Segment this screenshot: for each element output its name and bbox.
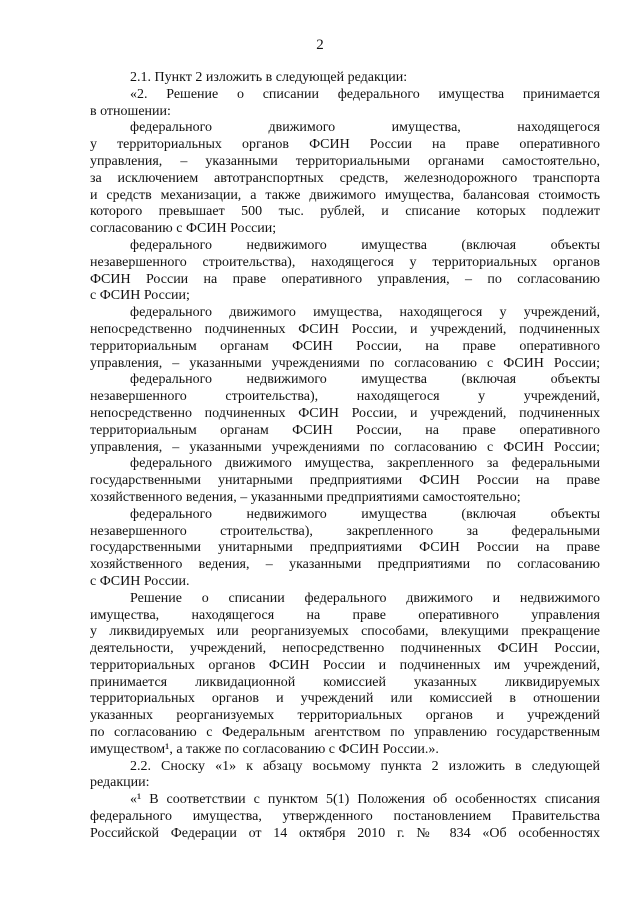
text-line: согласованию с ФСИН России; bbox=[90, 221, 277, 237]
text-line: управления, – указанными территориальными органами самостоятельно, bbox=[90, 153, 600, 169]
text-line: ФСИН России на праве оперативного управления, – по согласованию bbox=[90, 271, 600, 287]
text-line: «¹ В соответствии с пунктом 5(1) Положения об особенностях списания bbox=[130, 792, 600, 808]
text-line: федерального движимого имущества, находящегося у учреждений, bbox=[130, 305, 600, 321]
text-line: федерального движимого имущества, закрепленного за федеральными bbox=[130, 456, 600, 472]
text-line: принимается ликвидационной комиссией указанных ликвидируемых bbox=[90, 674, 600, 690]
text-line: хозяйственного ведения, – указанными предприятиями по согласованию bbox=[90, 557, 600, 573]
text-line: имущества, находящегося на праве оперативного управления bbox=[90, 607, 600, 623]
text-line: управления, – указанными учреждениями по согласованию с ФСИН России; bbox=[90, 355, 600, 371]
text-line: территориальным органам ФСИН России, на праве оперативного bbox=[90, 422, 600, 438]
text-line: в отношении: bbox=[90, 103, 171, 119]
text-line: федерального недвижимого имущества (включая объекты bbox=[130, 506, 600, 522]
text-line: имуществом¹, а также по согласованию с ФСИН России.». bbox=[90, 741, 439, 757]
text-line: федерального движимого имущества, находящегося bbox=[130, 120, 600, 136]
text-line: и средств механизации, а также движимого имущества, балансовая стоимость bbox=[90, 187, 600, 203]
text-line: 2.2. Сноску «1» к абзацу восьмому пункта 2 изложить в следующей bbox=[130, 758, 600, 774]
text-line: по согласованию с Федеральным агентством по управлению государственным bbox=[90, 725, 600, 741]
text-line: территориальным органам ФСИН России, на праве оперативного bbox=[90, 338, 600, 354]
text-line: непосредственно подчиненных ФСИН России, и учреждений, подчиненных bbox=[90, 321, 600, 337]
text-line: Российской Федерации от 14 октября 2010 г. № 834 «Об особенностях bbox=[90, 825, 600, 841]
text-line: непосредственно подчиненных ФСИН России, и учреждений, подчиненных bbox=[90, 405, 600, 421]
text-line: территориальных органов и учреждений или комиссией в отношении bbox=[90, 691, 600, 707]
text-line: незавершенного строительства), находящегося у учреждений, bbox=[90, 389, 600, 405]
text-line: 2.1. Пункт 2 изложить в следующей редакции: bbox=[130, 70, 408, 85]
document-body bbox=[90, 70, 600, 843]
text-line: незавершенного строительства), закрепленного за федеральными bbox=[90, 523, 600, 539]
text-line: федерального недвижимого имущества (включая объекты bbox=[130, 237, 600, 253]
text-line: территориальных органов ФСИН России и подчиненных им учреждений, bbox=[90, 657, 600, 673]
text-line: редакции: bbox=[90, 775, 150, 791]
text-line: хозяйственного ведения, – указанными предприятиями самостоятельно; bbox=[90, 489, 521, 505]
text-line: которого превышает 500 тыс. рублей, и списание которых подлежит bbox=[90, 204, 600, 220]
text-line: «2. Решение о списании федерального имущества принимается bbox=[130, 86, 600, 102]
text-line: федерального имущества, утвержденного постановлением Правительства bbox=[90, 809, 600, 825]
text-line: Решение о списании федерального движимого и недвижимого bbox=[130, 590, 600, 606]
text-line: деятельности, учреждений, непосредственно подчиненных ФСИН России, bbox=[90, 641, 600, 657]
text-line: государственными унитарными предприятиями ФСИН России на праве bbox=[90, 473, 600, 489]
text-line: государственными унитарными предприятиями ФСИН России на праве bbox=[90, 540, 600, 556]
text-line: указанных реорганизуемых территориальных органов и учреждений bbox=[90, 708, 600, 724]
text-line: с ФСИН России; bbox=[90, 288, 190, 304]
text-line: у ликвидируемых или реорганизуемых способами, влекущими прекращение bbox=[90, 624, 600, 640]
text-line: у территориальных органов ФСИН России на праве оперативного bbox=[90, 137, 600, 153]
text-line: за исключением автотранспортных средств, железнодорожного транспорта bbox=[90, 170, 600, 186]
text-line: управления, – указанными учреждениями по согласованию с ФСИН России; bbox=[90, 439, 600, 455]
text-line: незавершенного строительства), находящегося у территориальных органов bbox=[90, 254, 600, 270]
text-line: с ФСИН России. bbox=[90, 573, 190, 589]
page-number: 2 bbox=[316, 37, 324, 53]
text-line: федерального недвижимого имущества (включая объекты bbox=[130, 372, 600, 388]
